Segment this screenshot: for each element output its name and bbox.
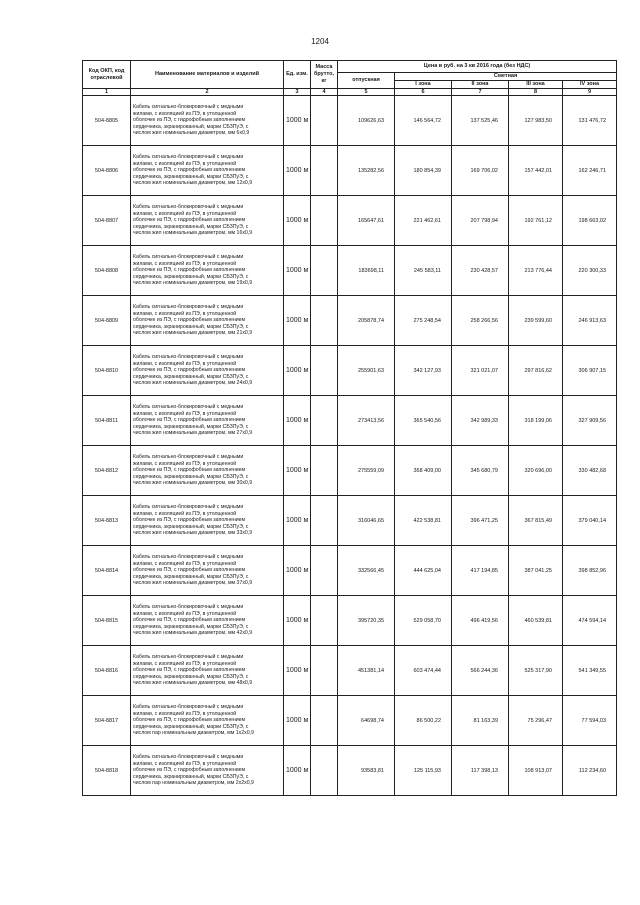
release-price-cell: 93583,81	[338, 746, 395, 796]
release-price-cell: 332566,45	[338, 546, 395, 596]
table-row	[83, 246, 617, 296]
header-estimate: Сметная	[395, 73, 617, 81]
unit-cell: 1000 м	[284, 496, 311, 546]
zone-4-price-cell: 246 913,63	[563, 296, 617, 346]
mass-cell	[311, 546, 338, 596]
zone-2-price-cell: 345 680,79	[452, 446, 509, 496]
mass-cell	[311, 746, 338, 796]
zone-1-price-cell: 275 248,54	[395, 296, 452, 346]
zone-1-price-cell: 444 625,04	[395, 546, 452, 596]
material-name-cell: Кабель сигнально-блокировочный с медными жилами, с изоляцией из ПЭ, в утолщенной оболочке из ПЭ, с гидрофобным заполнением сердечника, экранированный, марки СБЗПуЭ, с числом жил номинальным диаметром, мм 30х0,9	[131, 446, 284, 496]
header-code: Код ОКП, код отраслевой	[83, 61, 131, 89]
column-number: 3	[284, 89, 311, 96]
header-unit: Ед. изм.	[284, 61, 311, 89]
table-row	[83, 396, 617, 446]
zone-4-price-cell: 330 482,68	[563, 446, 617, 496]
price-table	[82, 60, 617, 796]
zone-1-price-cell: 221 462,61	[395, 196, 452, 246]
material-name-cell: Кабель сигнально-блокировочный с медными жилами, с изоляцией из ПЭ, в утолщенной оболочке из ПЭ, с гидрофобным заполнением сердечника, экранированный, марки СБЗПуЭ, с числом жил номинальным диаметром, мм 21х0,9	[131, 296, 284, 346]
zone-1-price-cell: 422 538,81	[395, 496, 452, 546]
release-price-cell: 109626,63	[338, 96, 395, 146]
column-number: 4	[311, 89, 338, 96]
zone-3-price-cell: 75 296,47	[509, 696, 563, 746]
okp-code-cell: 504-8813	[83, 496, 131, 546]
unit-cell: 1000 м	[284, 146, 311, 196]
unit-cell: 1000 м	[284, 646, 311, 696]
zone-4-price-cell: 198 663,02	[563, 196, 617, 246]
release-price-cell: 451381,14	[338, 646, 395, 696]
column-number: 5	[338, 89, 395, 96]
table-row	[83, 296, 617, 346]
material-name-cell: Кабель сигнально-блокировочный с медными жилами, с изоляцией из ПЭ, в утолщенной оболочке из ПЭ, с гидрофобным заполнением сердечника, экранированный, марки СБЗПуЭ, с числом жил номинальным диаметром, мм 24х0,9	[131, 346, 284, 396]
zone-4-price-cell: 398 852,96	[563, 546, 617, 596]
okp-code-cell: 504-8816	[83, 646, 131, 696]
header-zone-2: II зона	[452, 81, 509, 89]
mass-cell	[311, 196, 338, 246]
zone-4-price-cell: 220 300,33	[563, 246, 617, 296]
zone-1-price-cell: 180 854,39	[395, 146, 452, 196]
zone-1-price-cell: 125 115,93	[395, 746, 452, 796]
mass-cell	[311, 146, 338, 196]
table-row	[83, 146, 617, 196]
zone-1-price-cell: 603 474,44	[395, 646, 452, 696]
column-number: 7	[452, 89, 509, 96]
zone-4-price-cell: 162 246,71	[563, 146, 617, 196]
okp-code-cell: 504-8812	[83, 446, 131, 496]
release-price-cell: 64698,74	[338, 696, 395, 746]
table-row	[83, 196, 617, 246]
zone-4-price-cell: 112 234,60	[563, 746, 617, 796]
zone-3-price-cell: 157 442,01	[509, 146, 563, 196]
table-body	[83, 96, 617, 796]
zone-2-price-cell: 81 163,39	[452, 696, 509, 746]
zone-2-price-cell: 169 706,02	[452, 146, 509, 196]
okp-code-cell: 504-8808	[83, 246, 131, 296]
okp-code-cell: 504-8817	[83, 696, 131, 746]
okp-code-cell: 504-8818	[83, 746, 131, 796]
column-number: 1	[83, 89, 131, 96]
zone-4-price-cell: 77 594,03	[563, 696, 617, 746]
mass-cell	[311, 696, 338, 746]
header-zone-4: IV зона	[563, 81, 617, 89]
column-number: 9	[563, 89, 617, 96]
column-number-row	[83, 89, 617, 96]
zone-2-price-cell: 137 525,46	[452, 96, 509, 146]
column-number: 8	[509, 89, 563, 96]
header-zone-1: I зона	[395, 81, 452, 89]
zone-1-price-cell: 368 409,00	[395, 446, 452, 496]
okp-code-cell: 504-8815	[83, 596, 131, 646]
mass-cell	[311, 446, 338, 496]
page-number: 1204	[311, 37, 329, 46]
zone-2-price-cell: 258 266,56	[452, 296, 509, 346]
zone-3-price-cell: 367 815,49	[509, 496, 563, 546]
zone-3-price-cell: 460 539,81	[509, 596, 563, 646]
zone-1-price-cell: 342 127,93	[395, 346, 452, 396]
zone-3-price-cell: 387 041,25	[509, 546, 563, 596]
header-zone-3: III зона	[509, 81, 563, 89]
material-name-cell: Кабель сигнально-блокировочный с медными жилами, с изоляцией из ПЭ, в утолщенной оболочке из ПЭ, с гидрофобным заполнением сердечника, экранированный, марки СБЗПуЭ, с числом жил номинальным диаметром, мм 19х0,9	[131, 246, 284, 296]
zone-3-price-cell: 213 776,44	[509, 246, 563, 296]
material-name-cell: Кабель сигнально-блокировочный с медными жилами, с изоляцией из ПЭ, в утолщенной оболочке из ПЭ, с гидрофобным заполнением сердечника, экранированный, марки СБЗПуЭ, с числом жил номинальным диаметром, мм 12х0,9	[131, 146, 284, 196]
unit-cell: 1000 м	[284, 296, 311, 346]
table-row	[83, 696, 617, 746]
zone-2-price-cell: 396 471,25	[452, 496, 509, 546]
zone-1-price-cell: 86 500,22	[395, 696, 452, 746]
material-name-cell: Кабель сигнально-блокировочный с медными жилами, с изоляцией из ПЭ, в утолщенной оболочке из ПЭ, с гидрофобным заполнением сердечника, экранированный, марки СБЗПуЭ, с числом жил номинальным диаметром, мм 27х0,9	[131, 396, 284, 446]
mass-cell	[311, 296, 338, 346]
release-price-cell: 273413,56	[338, 396, 395, 446]
zone-3-price-cell: 525 317,90	[509, 646, 563, 696]
header-price-group: Цена в руб. на 3 кв 2016 года (без НДС)	[338, 61, 617, 73]
mass-cell	[311, 346, 338, 396]
zone-3-price-cell: 320 696,00	[509, 446, 563, 496]
mass-cell	[311, 246, 338, 296]
zone-3-price-cell: 239 599,60	[509, 296, 563, 346]
mass-cell	[311, 596, 338, 646]
table-row	[83, 96, 617, 146]
release-price-cell: 135282,56	[338, 146, 395, 196]
zone-3-price-cell: 108 913,07	[509, 746, 563, 796]
zone-3-price-cell: 318 199,06	[509, 396, 563, 446]
zone-2-price-cell: 117 398,13	[452, 746, 509, 796]
zone-2-price-cell: 417 194,85	[452, 546, 509, 596]
release-price-cell: 316046,65	[338, 496, 395, 546]
release-price-cell: 183698,11	[338, 246, 395, 296]
mass-cell	[311, 496, 338, 546]
zone-2-price-cell: 566 244,36	[452, 646, 509, 696]
zone-2-price-cell: 342 989,33	[452, 396, 509, 446]
okp-code-cell: 504-8809	[83, 296, 131, 346]
material-name-cell: Кабель сигнально-блокировочный с медными жилами, с изоляцией из ПЭ, в утолщенной оболочке из ПЭ, с гидрофобным заполнением сердечника, экранированный, марки СБЗПуЭ, с числом жил номинальным диаметром, мм 48х0,9	[131, 646, 284, 696]
zone-4-price-cell: 379 040,14	[563, 496, 617, 546]
okp-code-cell: 504-8807	[83, 196, 131, 246]
release-price-cell: 165647,61	[338, 196, 395, 246]
unit-cell: 1000 м	[284, 696, 311, 746]
okp-code-cell: 504-8805	[83, 96, 131, 146]
material-name-cell: Кабель сигнально-блокировочный с медными жилами, с изоляцией из ПЭ, в утолщенной оболочке из ПЭ, с гидрофобным заполнением сердечника, экранированный, марки СБЗПуЭ, с числом пар номинальным диаметром, мм 2х2х0,9	[131, 746, 284, 796]
zone-4-price-cell: 474 594,14	[563, 596, 617, 646]
header-release: отпускная	[338, 73, 395, 89]
zone-1-price-cell: 529 058,70	[395, 596, 452, 646]
table-row	[83, 496, 617, 546]
unit-cell: 1000 м	[284, 396, 311, 446]
table-row	[83, 346, 617, 396]
zone-3-price-cell: 192 761,12	[509, 196, 563, 246]
table-row	[83, 646, 617, 696]
zone-4-price-cell: 541 349,55	[563, 646, 617, 696]
zone-2-price-cell: 496 419,56	[452, 596, 509, 646]
mass-cell	[311, 646, 338, 696]
okp-code-cell: 504-8814	[83, 546, 131, 596]
okp-code-cell: 504-8811	[83, 396, 131, 446]
zone-1-price-cell: 146 564,72	[395, 96, 452, 146]
table-row	[83, 596, 617, 646]
header-mass: Масса брутто, кг	[311, 61, 338, 89]
okp-code-cell: 504-8806	[83, 146, 131, 196]
material-name-cell: Кабель сигнально-блокировочный с медными жилами, с изоляцией из ПЭ, в утолщенной оболочке из ПЭ, с гидрофобным заполнением сердечника, экранированный, марки СБЗПуЭ, с числом жил номинальным диаметром, мм 33х0,9	[131, 496, 284, 546]
zone-4-price-cell: 131 476,72	[563, 96, 617, 146]
column-number: 6	[395, 89, 452, 96]
material-name-cell: Кабель сигнально-блокировочный с медными жилами, с изоляцией из ПЭ, в утолщенной оболочке из ПЭ, с гидрофобным заполнением сердечника, экранированный, марки СБЗПуЭ, с числом пар номинальным диаметром, мм 1х2х0,9	[131, 696, 284, 746]
table-row	[83, 446, 617, 496]
unit-cell: 1000 м	[284, 546, 311, 596]
zone-2-price-cell: 207 798,94	[452, 196, 509, 246]
unit-cell: 1000 м	[284, 446, 311, 496]
unit-cell: 1000 м	[284, 596, 311, 646]
zone-3-price-cell: 127 983,50	[509, 96, 563, 146]
zone-1-price-cell: 245 583,11	[395, 246, 452, 296]
zone-4-price-cell: 306 907,15	[563, 346, 617, 396]
zone-2-price-cell: 321 021,07	[452, 346, 509, 396]
material-name-cell: Кабель сигнально-блокировочный с медными жилами, с изоляцией из ПЭ, в утолщенной оболочке из ПЭ, с гидрофобным заполнением сердечника, экранированный, марки СБЗПуЭ, с числом жил номинальным диаметром, мм 16х0,9	[131, 196, 284, 246]
unit-cell: 1000 м	[284, 246, 311, 296]
release-price-cell: 255901,63	[338, 346, 395, 396]
header-name: Наименование материалов и изделий	[131, 61, 284, 89]
release-price-cell: 395720,35	[338, 596, 395, 646]
release-price-cell: 205878,74	[338, 296, 395, 346]
mass-cell	[311, 396, 338, 446]
column-number: 2	[131, 89, 284, 96]
unit-cell: 1000 м	[284, 196, 311, 246]
table-row	[83, 746, 617, 796]
material-name-cell: Кабель сигнально-блокировочный с медными жилами, с изоляцией из ПЭ, в утолщенной оболочке из ПЭ, с гидрофобным заполнением сердечника, экранированный, марки СБЗПуЭ, с числом жил номинальным диаметром, мм 6х0,9	[131, 96, 284, 146]
unit-cell: 1000 м	[284, 346, 311, 396]
zone-1-price-cell: 365 540,56	[395, 396, 452, 446]
zone-3-price-cell: 297 816,62	[509, 346, 563, 396]
release-price-cell: 275559,09	[338, 446, 395, 496]
zone-4-price-cell: 327 909,56	[563, 396, 617, 446]
material-name-cell: Кабель сигнально-блокировочный с медными жилами, с изоляцией из ПЭ, в утолщенной оболочке из ПЭ, с гидрофобным заполнением сердечника, экранированный, марки СБЗПуЭ, с числом жил номинальным диаметром, мм 37х0,9	[131, 546, 284, 596]
unit-cell: 1000 м	[284, 96, 311, 146]
mass-cell	[311, 96, 338, 146]
material-name-cell: Кабель сигнально-блокировочный с медными жилами, с изоляцией из ПЭ, в утолщенной оболочке из ПЭ, с гидрофобным заполнением сердечника, экранированный, марки СБЗПуЭ, с числом жил номинальным диаметром, мм 42х0,9	[131, 596, 284, 646]
table-row	[83, 546, 617, 596]
okp-code-cell: 504-8810	[83, 346, 131, 396]
table-header	[83, 61, 617, 96]
unit-cell: 1000 м	[284, 746, 311, 796]
zone-2-price-cell: 230 428,57	[452, 246, 509, 296]
